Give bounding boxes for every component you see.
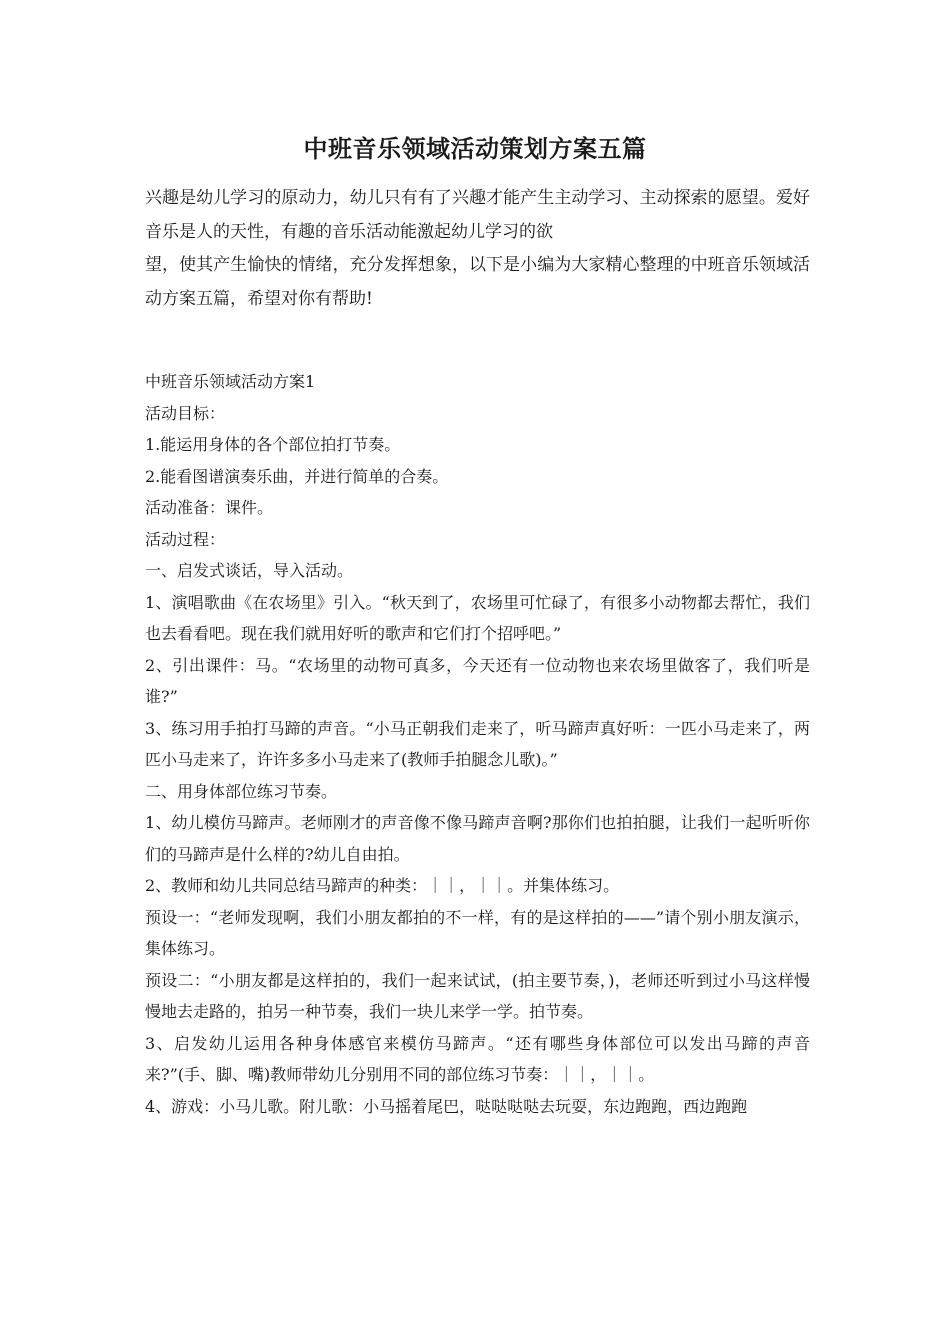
body-line: 1、幼儿模仿马蹄声。老师刚才的声音像不像马蹄声音啊?那你们也拍拍腿，让我们一起听听你们的马蹄声是什么样的?幼儿自由拍。	[145, 813, 810, 864]
body-line: 活动目标：	[145, 403, 226, 423]
body-line: 3、练习用手拍打马蹄的声音。“小马正朝我们走来了，听马蹄声真好听：一匹小马走来了，两匹小马走来了，许许多多小马走来了(教师手拍腿念儿歌)。”	[145, 718, 810, 769]
intro-section	[145, 182, 810, 316]
body-line: 2、引出课件：马。“农场里的动物可真多，今天还有一位动物也来农场里做客了，我们听是谁?”	[145, 655, 810, 706]
body-line: 预设二：“小朋友都是这样拍的，我们一起来试试，(拍主要节奏，)，老师还听到过小马这样慢慢地去走路的，拍另一种节奏，我们一块儿来学一学。拍节奏。	[145, 970, 810, 1021]
body-line: 1、演唱歌曲《在农场里》引入。“秋天到了，农场里可忙碌了，有很多小动物都去帮忙，我们也去看看吧。现在我们就用好听的歌声和它们打个招呼吧。”	[145, 592, 810, 643]
intro-paragraph: 兴趣是幼儿学习的原动力，幼儿只有有了兴趣才能产生主动学习、主动探索的愿望。爱好音乐是人的天性，有趣的音乐活动能激起幼儿学习的欲	[145, 188, 810, 242]
body-line: 3、启发幼儿运用各种身体感官来模仿马蹄声。“还有哪些身体部位可以发出马蹄的声音来?”(手、脚、嘴)教师带幼儿分别用不同的部位练习节奏：｜｜，｜｜。	[145, 1033, 810, 1084]
document-body	[145, 366, 810, 1122]
body-line: 2.能看图谱演奏乐曲，并进行简单的合奏。	[145, 466, 449, 486]
section-heading: 中班音乐领域活动方案1	[145, 372, 316, 391]
body-line: 2、教师和幼儿共同总结马蹄声的种类：｜｜，｜｜。并集体练习。	[145, 876, 620, 895]
intro-paragraph: 望，使其产生愉快的情绪，充分发挥想象，以下是小编为大家精心整理的中班音乐领域活动方案五篇，希望对你有帮助!	[145, 255, 810, 309]
body-line: 活动准备：课件。	[145, 498, 274, 517]
body-line: 1.能运用身体的各个部位拍打节奏。	[145, 435, 401, 454]
body-line: 二、用身体部位练习节奏。	[145, 781, 338, 801]
body-line: 预设一：“老师发现啊，我们小朋友都拍的不一样，有的是这样拍的——”请个别小朋友演示，集体练习。	[145, 907, 810, 958]
document-title: 中班音乐领域活动策划方案五篇	[303, 134, 647, 163]
body-line: 4、游戏：小马儿歌。附儿歌：小马摇着尾巴，哒哒哒哒去玩耍，东边跑跑，西边跑跑	[145, 1096, 748, 1116]
body-line: 活动过程：	[145, 529, 226, 549]
body-line: 一、启发式谈话，导入活动。	[145, 561, 354, 580]
